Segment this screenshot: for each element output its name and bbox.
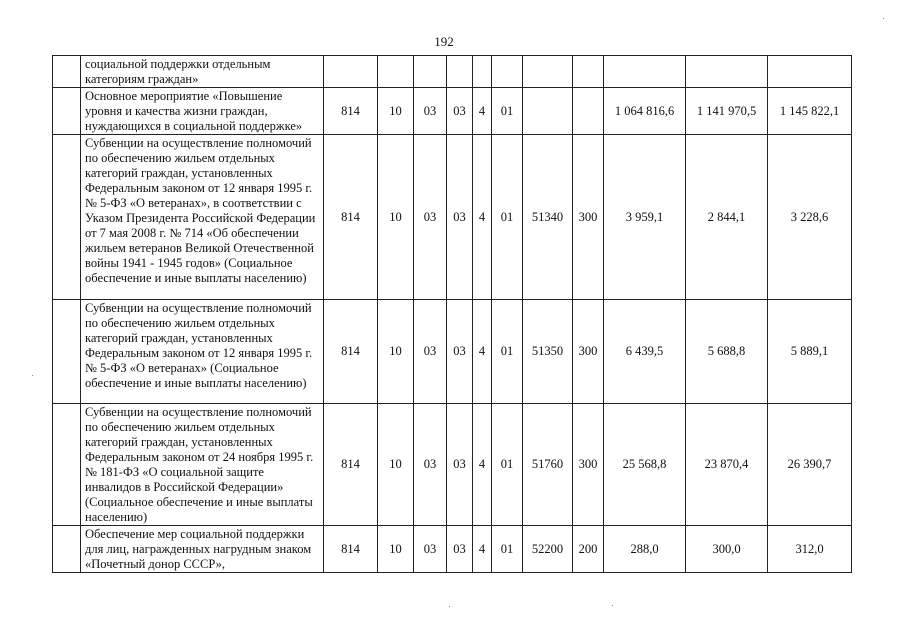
page-number: 192 bbox=[434, 34, 454, 49]
sum-year2-cell: 300,0 bbox=[686, 526, 768, 573]
pr-cell: 03 bbox=[414, 88, 447, 135]
ved-cell: 814 bbox=[324, 300, 378, 404]
subprogram-cell bbox=[473, 56, 492, 88]
vr-cell: 300 bbox=[573, 300, 604, 404]
rz-cell: 10 bbox=[378, 404, 414, 526]
event-cell bbox=[492, 56, 523, 88]
sum-year2-cell: 5 688,8 bbox=[686, 300, 768, 404]
index-cell bbox=[53, 526, 81, 573]
scan-speck bbox=[32, 375, 33, 376]
subprogram-cell: 4 bbox=[473, 135, 492, 300]
vr-cell: 300 bbox=[573, 135, 604, 300]
sum-year1-cell: 3 959,1 bbox=[604, 135, 686, 300]
csr-cell: 51350 bbox=[523, 300, 573, 404]
program-cell: 03 bbox=[447, 404, 473, 526]
subprogram-cell: 4 bbox=[473, 88, 492, 135]
rz-cell: 10 bbox=[378, 88, 414, 135]
index-cell bbox=[53, 56, 81, 88]
rz-cell bbox=[378, 56, 414, 88]
subprogram-cell: 4 bbox=[473, 404, 492, 526]
table-row bbox=[53, 135, 852, 300]
vr-cell: 300 bbox=[573, 404, 604, 526]
rz-cell: 10 bbox=[378, 526, 414, 573]
program-cell: 03 bbox=[447, 135, 473, 300]
sum-year1-cell bbox=[604, 56, 686, 88]
csr-cell bbox=[523, 56, 573, 88]
sum-year3-cell: 5 889,1 bbox=[768, 300, 852, 404]
csr-cell: 51340 bbox=[523, 135, 573, 300]
sum-year3-cell: 1 145 822,1 bbox=[768, 88, 852, 135]
event-cell: 01 bbox=[492, 404, 523, 526]
rz-cell: 10 bbox=[378, 135, 414, 300]
scan-speck bbox=[612, 605, 613, 606]
pr-cell: 03 bbox=[414, 135, 447, 300]
pr-cell bbox=[414, 56, 447, 88]
row-name-cell: Основное мероприятие «Повышение уровня и качества жизни граждан, нуждающихся в социальной поддержке» bbox=[81, 88, 324, 135]
ved-cell: 814 bbox=[324, 88, 378, 135]
table-row bbox=[53, 404, 852, 526]
row-name-cell: Субвенции на осуществление полномочий по обеспечению жильем отдельных категорий граждан, установленных Федеральным законом от 12 января 1995 г. № 5-ФЗ «О ветеранах» (Социальное обеспечение и иные выплаты населению) bbox=[81, 300, 324, 404]
program-cell: 03 bbox=[447, 526, 473, 573]
event-cell: 01 bbox=[492, 300, 523, 404]
sum-year2-cell: 2 844,1 bbox=[686, 135, 768, 300]
table-row bbox=[53, 300, 852, 404]
pr-cell: 03 bbox=[414, 300, 447, 404]
pr-cell: 03 bbox=[414, 404, 447, 526]
index-cell bbox=[53, 135, 81, 300]
pr-cell: 03 bbox=[414, 526, 447, 573]
sum-year2-cell: 23 870,4 bbox=[686, 404, 768, 526]
vr-cell bbox=[573, 56, 604, 88]
sum-year1-cell: 25 568,8 bbox=[604, 404, 686, 526]
sum-year2-cell bbox=[686, 56, 768, 88]
sum-year3-cell bbox=[768, 56, 852, 88]
index-cell bbox=[53, 404, 81, 526]
vr-cell bbox=[573, 88, 604, 135]
program-cell: 03 bbox=[447, 300, 473, 404]
rz-cell: 10 bbox=[378, 300, 414, 404]
sum-year1-cell: 6 439,5 bbox=[604, 300, 686, 404]
ved-cell bbox=[324, 56, 378, 88]
index-cell bbox=[53, 88, 81, 135]
row-name-cell: Субвенции на осуществление полномочий по обеспечению жильем отдельных категорий граждан, установленных Федеральным законом от 12 января 1995 г. № 5-ФЗ «О ветеранах», в соответствии с Указом Президента Российской Федерации от 7 мая 2008 г. № 714 «Об обеспечении жильем ветеранов Великой Отечественной войны 1941 - 1945 годов» (Социальное обеспечение и иные выплаты населению) bbox=[81, 135, 324, 300]
csr-cell: 51760 bbox=[523, 404, 573, 526]
event-cell: 01 bbox=[492, 135, 523, 300]
program-cell: 03 bbox=[447, 88, 473, 135]
subprogram-cell: 4 bbox=[473, 526, 492, 573]
sum-year2-cell: 1 141 970,5 bbox=[686, 88, 768, 135]
row-name-cell: социальной поддержки отдельным категориям граждан» bbox=[81, 56, 324, 88]
table-row bbox=[53, 526, 852, 573]
row-name-cell: Обеспечение мер социальной поддержки для лиц, награжденных нагрудным знаком «Почетный донор СССР», bbox=[81, 526, 324, 573]
index-cell bbox=[53, 300, 81, 404]
table-row bbox=[53, 56, 852, 88]
program-cell bbox=[447, 56, 473, 88]
scan-speck bbox=[449, 606, 450, 607]
csr-cell bbox=[523, 88, 573, 135]
sum-year3-cell: 3 228,6 bbox=[768, 135, 852, 300]
ved-cell: 814 bbox=[324, 526, 378, 573]
vr-cell: 200 bbox=[573, 526, 604, 573]
row-name-cell: Субвенции на осуществление полномочий по обеспечению жильем отдельных категорий граждан, установленных Федеральным законом от 24 ноября 1995 г. № 181-ФЗ «О социальной защите инвалидов в Российской Федерации» (Социальное обеспечение и иные выплаты населению) bbox=[81, 404, 324, 526]
sum-year1-cell: 1 064 816,6 bbox=[604, 88, 686, 135]
table-row bbox=[53, 88, 852, 135]
sum-year3-cell: 26 390,7 bbox=[768, 404, 852, 526]
subprogram-cell: 4 bbox=[473, 300, 492, 404]
scan-speck bbox=[883, 18, 884, 19]
csr-cell: 52200 bbox=[523, 526, 573, 573]
ved-cell: 814 bbox=[324, 404, 378, 526]
sum-year3-cell: 312,0 bbox=[768, 526, 852, 573]
ved-cell: 814 bbox=[324, 135, 378, 300]
event-cell: 01 bbox=[492, 88, 523, 135]
budget-table bbox=[52, 55, 852, 573]
sum-year1-cell: 288,0 bbox=[604, 526, 686, 573]
event-cell: 01 bbox=[492, 526, 523, 573]
